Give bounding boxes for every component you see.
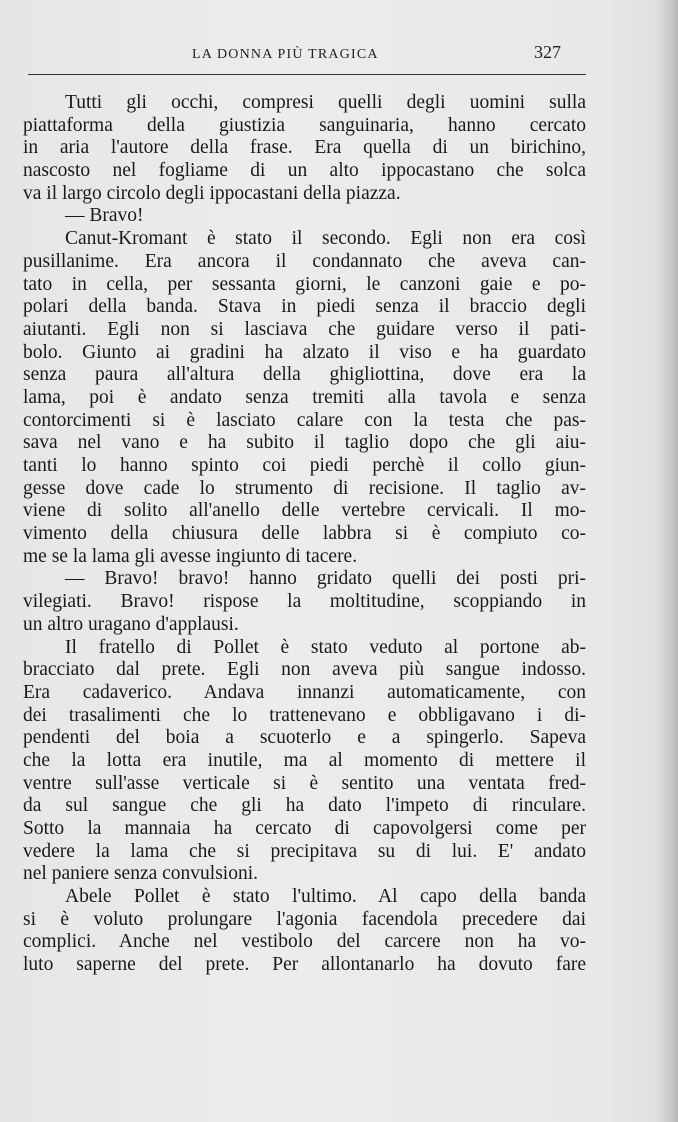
text-line: da sul sangue che gli ha dato l'impeto di rinculare. [23, 795, 586, 817]
body-text [23, 92, 586, 977]
text-line: Abele Pollet è stato l'ultimo. Al capo della banda [65, 886, 586, 908]
text-line: bolo. Giunto ai gradini ha alzato il viso e ha guardato [23, 341, 586, 363]
text-line: contorcimenti si è lasciato calare con la testa che pas- [23, 409, 586, 431]
text-line: Era cadaverico. Andava innanzi automaticamente, con [23, 681, 586, 703]
text-line: piattaforma della giustizia sanguinaria, hanno cercato [23, 114, 586, 136]
text-line: luto saperne del prete. Per allontanarlo ha dovuto fare [23, 954, 586, 976]
text-line: in aria l'autore della frase. Era quella di un birichino, [23, 137, 586, 159]
header-rule [28, 74, 586, 75]
text-line: vedere la lama che si precipitava su di lui. E' andato [23, 840, 586, 862]
text-line: nel paniere senza convulsioni. [23, 863, 258, 885]
text-line: Sotto la mannaia ha cercato di capovolgersi come per [23, 818, 586, 839]
text-line: me se la lama gli avesse ingiunto di tacere. [23, 545, 358, 567]
text-line: polari della banda. Stava in piedi senza il braccio degli [23, 296, 586, 318]
text-line: vilegiati. Bravo! rispose la moltitudine, scoppiando in [23, 591, 586, 613]
text-line: che la lotta era inutile, ma al momento di mettere il [23, 749, 586, 771]
text-line: un altro uragano d'applausi. [23, 613, 239, 635]
text-line: dei trasalimenti che lo trattenevano e obbligavano i di- [23, 704, 586, 726]
text-line: ventre sull'asse verticale si è sentito una ventata fred- [23, 772, 586, 794]
text-line: pendenti del boia a scuoterlo e a spingerlo. Sapeva [23, 727, 586, 749]
text-line: vimento della chiusura delle labbra si è compiuto co- [23, 523, 586, 545]
text-line: lama, poi è andato senza tremiti alla tavola e senza [23, 386, 586, 408]
text-line: Canut-Kromant è stato il secondo. Egli non era così [65, 228, 586, 250]
text-line: viene di solito all'anello delle vertebre cervicali. Il mo- [23, 500, 586, 522]
text-line: gesse dove cade lo strumento di recisione. Il taglio av- [23, 477, 586, 499]
text-line: bracciato dal prete. Egli non aveva più sangue indosso. [23, 659, 586, 681]
text-line: senza paura all'altura della ghigliottina, dove era la [23, 364, 586, 386]
text-line: sava nel vano e ha subito il taglio dopo che gli aiu- [23, 432, 586, 454]
running-title: LA DONNA PIÙ TRAGICA [192, 47, 379, 62]
text-line: — Bravo! [65, 205, 144, 227]
text-line: tanti lo hanno spinto coi piedi perchè il collo giun- [23, 455, 586, 476]
text-line: complici. Anche nel vestibolo del carcere non ha vo- [23, 931, 586, 953]
text-line: va il largo circolo degli ippocastani della piazza. [23, 182, 401, 204]
text-line: tato in cella, per sessanta giorni, le canzoni gaie e po- [23, 273, 586, 295]
page-number: 327 [534, 42, 561, 62]
text-line: Tutti gli occhi, compresi quelli degli uomini sulla [65, 92, 586, 113]
text-line: pusillanime. Era ancora il condannato che aveva can- [23, 250, 586, 272]
text-line: nascosto nel fogliame di un alto ippocastano che solca [23, 160, 586, 182]
text-line: si è voluto prolungare l'agonia facendola precedere dai [23, 908, 586, 930]
text-line: aiutanti. Egli non si lasciava che guidare verso il pati- [23, 318, 586, 340]
text-line: Il fratello di Pollet è stato veduto al portone ab- [65, 636, 586, 658]
page-edge-shadow [656, 0, 678, 1122]
text-line: — Bravo! bravo! hanno gridato quelli dei posti pri- [65, 568, 586, 590]
